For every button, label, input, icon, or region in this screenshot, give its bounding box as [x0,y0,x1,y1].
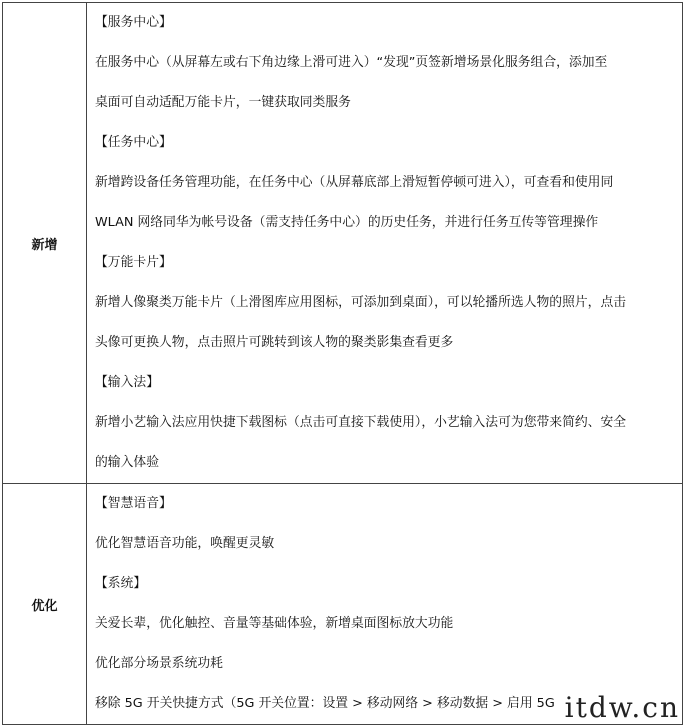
row-content-optimize [87,484,683,725]
table-row-optimize [3,484,683,725]
text-line: 的输入体验 [95,455,159,470]
section-heading-task-center: 【任务中心】 [95,135,172,150]
row-content-new [87,3,683,484]
text-line: 桌面可自动适配万能卡片，一键获取同类服务 [95,95,351,110]
text-line: 在服务中心（从屏幕左或右下角边缘上滑可进入）“发现”页签新增场景化服务组合，添加至 [95,55,608,70]
section-heading-service-center: 【服务中心】 [95,15,172,30]
section-heading-input-method: 【输入法】 [95,375,159,390]
text-line: 移除 5G 开关快捷方式（5G 开关位置：设置 > 移动网络 > 移动数据 > 启用 5G [95,696,555,711]
table-row-new [3,3,683,484]
text-line: 关爱长辈，优化触控、音量等基础体验，新增桌面图标放大功能 [95,616,454,631]
text-line: 优化智慧语音功能，唤醒更灵敏 [95,536,275,551]
row-label-optimize: 优化 [3,484,87,725]
section-heading-system: 【系统】 [95,576,147,591]
section-heading-smart-voice: 【智慧语音】 [95,496,172,511]
text-line: 头像可更换人物，点击照片可跳转到该人物的聚类影集查看更多 [95,335,454,350]
section-heading-service-widgets: 【万能卡片】 [95,255,172,270]
text-line: 新增小艺输入法应用快捷下载图标（点击可直接下载使用），小艺输入法可为您带来简约、安全 [95,415,627,430]
text-line: WLAN 网络同华为帐号设备（需支持任务中心）的历史任务，并进行任务互传等管理操作 [95,215,599,230]
text-line: 新增跨设备任务管理功能，在任务中心（从屏幕底部上滑短暂停顿可进入），可查看和使用同 [95,175,614,190]
watermark: itdw.cn [564,691,680,724]
text-line: 新增人像聚类万能卡片（上滑图库应用图标，可添加到桌面），可以轮播所选人物的照片，点击 [95,295,627,310]
changelog-table [2,2,683,725]
text-line: 优化部分场景系统功耗 [95,656,223,671]
row-label-new: 新增 [3,3,87,484]
